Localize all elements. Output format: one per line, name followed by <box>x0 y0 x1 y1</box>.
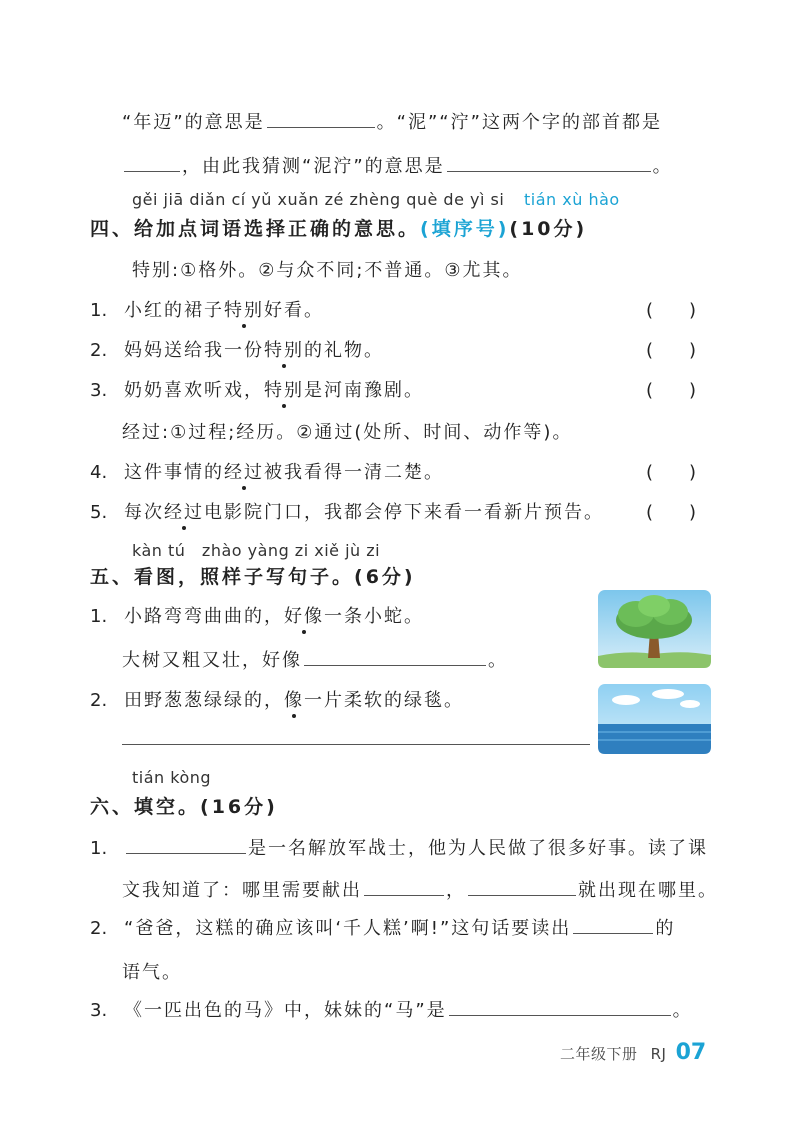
blank-line[interactable] <box>573 932 653 934</box>
emphasized-word: 好像 <box>284 602 324 628</box>
section5-pinyin: kàn tú zhào yàng zi xiě jù zi <box>132 541 381 560</box>
sentence-prompt: 大树又粗又壮，好像 。 <box>122 650 508 671</box>
definition-jingguo: 经过:①过程;经历。②通过(处所、时间、动作等)。 <box>122 422 573 443</box>
blank-line[interactable] <box>447 170 651 172</box>
list-item-continued: 文我知道了：哪里需要献出 ， 就出现在哪里。 <box>122 880 718 901</box>
blank-line[interactable] <box>449 1014 671 1016</box>
section4-pinyin: gěi jiā diǎn cí yǔ xuǎn zé zhèng què de yì si <box>132 190 505 209</box>
emphasized-word: 特别 <box>264 336 304 362</box>
section4-title: 四、给加点词语选择正确的意思。(填序号)(10分) <box>90 218 588 240</box>
list-item: 3. 奶奶喜欢听戏，特别是河南豫剧。 <box>90 376 424 402</box>
list-item: 2. 田野葱葱绿绿的，像一片柔软的绿毯。 <box>90 686 464 712</box>
blank-line[interactable] <box>468 894 576 896</box>
emphasized-word: 经过 <box>164 498 204 524</box>
list-item: 2. “爸爸，这糕的确应该叫‘千人糕’啊!”这句话要读出 的 <box>90 918 676 939</box>
list-item: 5. 每次经过电影院门口，我都会停下来看一看新片预告。 <box>90 498 604 524</box>
answer-paren[interactable]: ( ) <box>646 300 697 321</box>
answer-paren[interactable]: ( ) <box>646 380 697 401</box>
list-item: 1. 小路弯弯曲曲的，好像一条小蛇。 <box>90 602 424 628</box>
answer-paren[interactable]: ( ) <box>646 340 697 361</box>
list-item: 3. 《一匹出色的马》中，妹妹的“马”是 。 <box>90 1000 693 1021</box>
emphasized-word: 经过 <box>224 458 264 484</box>
list-item-continued: 语气。 <box>122 962 182 983</box>
answer-line[interactable] <box>122 744 590 745</box>
blank-line[interactable] <box>124 170 180 172</box>
answer-paren[interactable]: ( ) <box>646 502 697 523</box>
list-item: 2. 妈妈送给我一份特别的礼物。 <box>90 336 384 362</box>
emphasized-word: 特别 <box>264 376 304 402</box>
section6-score: (16分) <box>200 796 278 818</box>
sea-picture <box>598 684 711 754</box>
page-footer <box>560 1040 706 1065</box>
page-number: 07 <box>675 1040 707 1065</box>
section6-title: 六、填空。(16分) <box>90 796 278 818</box>
section5-title: 五、看图，照样子写句子。(6分) <box>90 566 416 588</box>
list-item: 4. 这件事情的经过被我看得一清二楚。 <box>90 458 444 484</box>
blank-line[interactable] <box>267 126 375 128</box>
emphasized-word: 特别 <box>224 296 264 322</box>
intro-line-1: “年迈”的意思是 。“泥”“泞”这两个字的部首都是 <box>122 112 662 133</box>
section4-hint: (填序号) <box>420 218 510 240</box>
section4-pinyin-hint: tián xù hào <box>524 190 620 209</box>
blank-line[interactable] <box>304 664 486 666</box>
list-item: 1. 小红的裙子特别好看。 <box>90 296 324 322</box>
edition-label: RJ <box>650 1045 667 1063</box>
answer-paren[interactable]: ( ) <box>646 462 697 483</box>
grade-label: 二年级下册 <box>560 1045 638 1063</box>
blank-line[interactable] <box>126 852 246 854</box>
emphasized-word: 像 <box>284 686 304 712</box>
definition-tebie: 特别:①格外。②与众不同;不普通。③尤其。 <box>132 260 523 281</box>
section6-pinyin: tián kòng <box>132 768 212 787</box>
intro-line-2: ，由此我猜测“泥泞”的意思是 。 <box>122 152 673 178</box>
tree-picture <box>598 590 711 668</box>
section4-score: (10分) <box>509 218 588 240</box>
list-item: 1. 是一名解放军战士，他为人民做了很多好事。读了课 <box>90 838 708 859</box>
section5-score: (6分) <box>354 566 416 588</box>
blank-line[interactable] <box>364 894 444 896</box>
